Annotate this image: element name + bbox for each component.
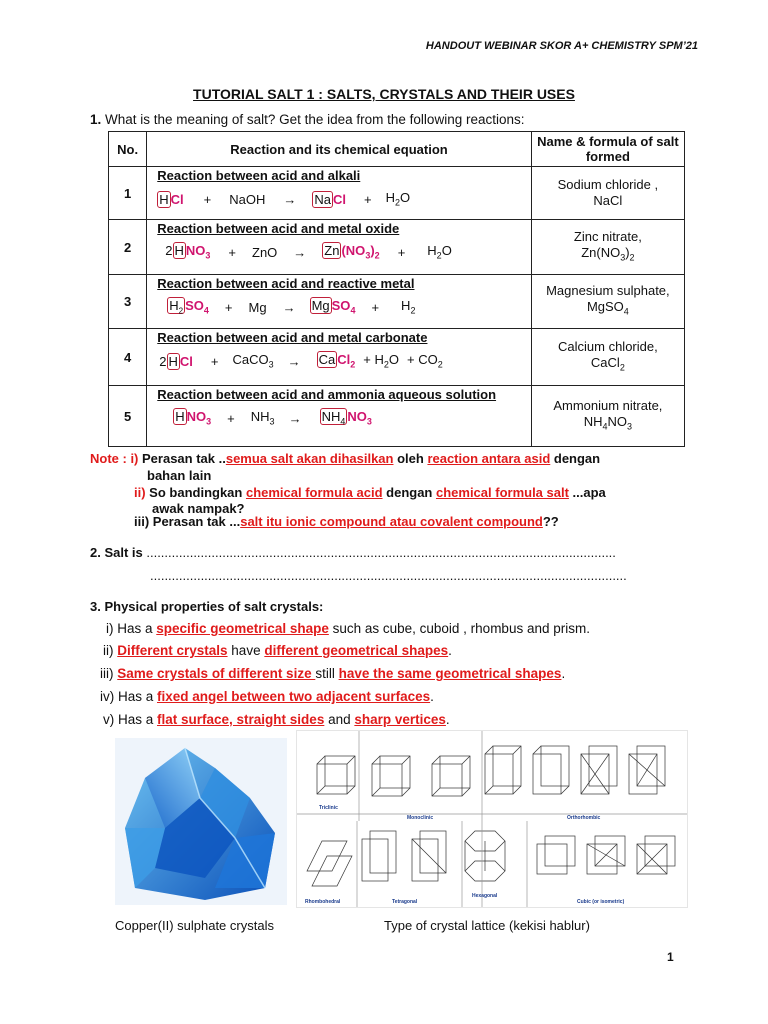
chemical-equation: H $NO_3$ + $NH_3$ → $NH_4$ $NO_3$ — [175, 409, 372, 427]
salt-cell: Ammonium nitrate, $NH_4NO_3$ — [531, 386, 684, 447]
chemical-equation: 2 H $NO_3$ + ZnO → Zn $(NO_3)_2$ + $H_2O$ — [165, 243, 452, 261]
property-4: iv) Has a fixed angel between two adjacent surfaces. — [100, 689, 434, 704]
reaction-cell — [147, 275, 531, 329]
svg-text:Triclinic: Triclinic — [319, 805, 338, 811]
caption-copper-sulphate: Copper(II) sulphate crystals — [115, 918, 274, 933]
note-ii: ii) So bandingkan chemical formula acid dengan chemical formula salt ...apa — [134, 485, 606, 500]
property-1: i) Has a specific geometrical shape such as cube, cuboid , rhombus and prism. — [106, 621, 590, 636]
table-row — [109, 386, 685, 447]
svg-text:Monoclinic: Monoclinic — [407, 815, 434, 821]
reaction-title: Reaction between acid and alkali — [157, 168, 361, 183]
note-i-cont: bahan lain — [147, 468, 212, 483]
copper-sulphate-crystal-image — [115, 738, 287, 905]
salt-cell: Sodium chloride , NaCl — [531, 167, 684, 220]
reaction-title: Reaction between acid and metal carbonate — [157, 330, 428, 345]
table-row — [109, 220, 685, 275]
question-1: 1. What is the meaning of salt? Get the idea from the following reactions: — [90, 112, 525, 127]
property-2: ii) Different crystals have different geometrical shapes. — [103, 643, 452, 658]
col-reaction-header: Reaction and its chemical equation — [147, 132, 531, 167]
svg-text:Hexagonal: Hexagonal — [472, 893, 498, 899]
row-number: 4 — [109, 329, 147, 386]
reaction-title: Reaction between acid and ammonia aqueous solution — [157, 387, 497, 402]
caption-crystal-lattice: Type of crystal lattice (kekisi hablur) — [384, 918, 590, 933]
property-5: v) Has a flat surface, straight sides and sharp vertices. — [103, 712, 450, 727]
col-salt-header: Name & formula of salt formed — [531, 132, 684, 167]
table-row — [109, 167, 685, 220]
col-no-header: No. — [109, 132, 147, 167]
chemical-equation: $H_2$ $SO_4$ + Mg → Mg $SO_4$ + $H_2$ — [169, 298, 416, 316]
svg-text:Rhombohedral: Rhombohedral — [305, 899, 341, 905]
reaction-title: Reaction between acid and reactive metal — [157, 276, 415, 291]
reaction-cell — [147, 220, 531, 275]
reaction-cell — [147, 167, 531, 220]
salt-cell: Zinc nitrate, $Zn(NO_3)_2$ — [531, 220, 684, 275]
note-ii-cont: awak nampak? — [152, 501, 245, 516]
table-row — [109, 329, 685, 386]
row-number: 5 — [109, 386, 147, 447]
note-i: Note : i) Perasan tak ..semua salt akan dihasilkan oleh reaction antara asid dengan — [90, 451, 601, 466]
row-number: 3 — [109, 275, 147, 329]
page-title: TUTORIAL SALT 1 : SALTS, CRYSTALS AND THEIR USES — [193, 86, 575, 102]
svg-text:Orthorhombic: Orthorhombic — [567, 815, 601, 821]
table-row — [109, 275, 685, 329]
question-2-dots: .................................................................................................................................... — [150, 568, 627, 583]
crystal-lattice-diagram — [296, 730, 688, 908]
question-2: 2. Salt is .................................................................................................................................. — [90, 545, 616, 560]
reaction-title: Reaction between acid and metal oxide — [157, 221, 400, 236]
row-number: 1 — [109, 167, 147, 220]
note-iii: iii) Perasan tak ...salt itu ionic compound atau covalent compound?? — [134, 514, 559, 529]
row-number: 2 — [109, 220, 147, 275]
page-number: 1 — [667, 950, 674, 964]
property-3: iii) Same crystals of different size still have the same geometrical shapes. — [100, 666, 566, 681]
chemical-equation: H Cl + NaOH → Na Cl + $H_2O$ — [159, 190, 411, 208]
salt-cell: Magnesium sulphate, MgSO$_4$ — [531, 275, 684, 329]
reaction-cell — [147, 386, 531, 447]
document-header: HANDOUT WEBINAR SKOR A+ CHEMISTRY SPM’21 — [425, 40, 698, 52]
svg-text:Cubic (or isometric): Cubic (or isometric) — [577, 899, 625, 905]
salt-cell: Calcium chloride, CaCl$_2$ — [531, 329, 684, 386]
svg-text:Tetragonal: Tetragonal — [392, 899, 418, 905]
reaction-cell — [147, 329, 531, 386]
table-header-row — [109, 132, 685, 167]
reactions-table — [108, 131, 685, 447]
question-3-heading: 3. Physical properties of salt crystals: — [90, 599, 324, 614]
chemical-equation: 2 H Cl + CaCO$_3$ → Ca $Cl_2$ + $H_2O$ + $CO_2$ — [159, 352, 443, 370]
